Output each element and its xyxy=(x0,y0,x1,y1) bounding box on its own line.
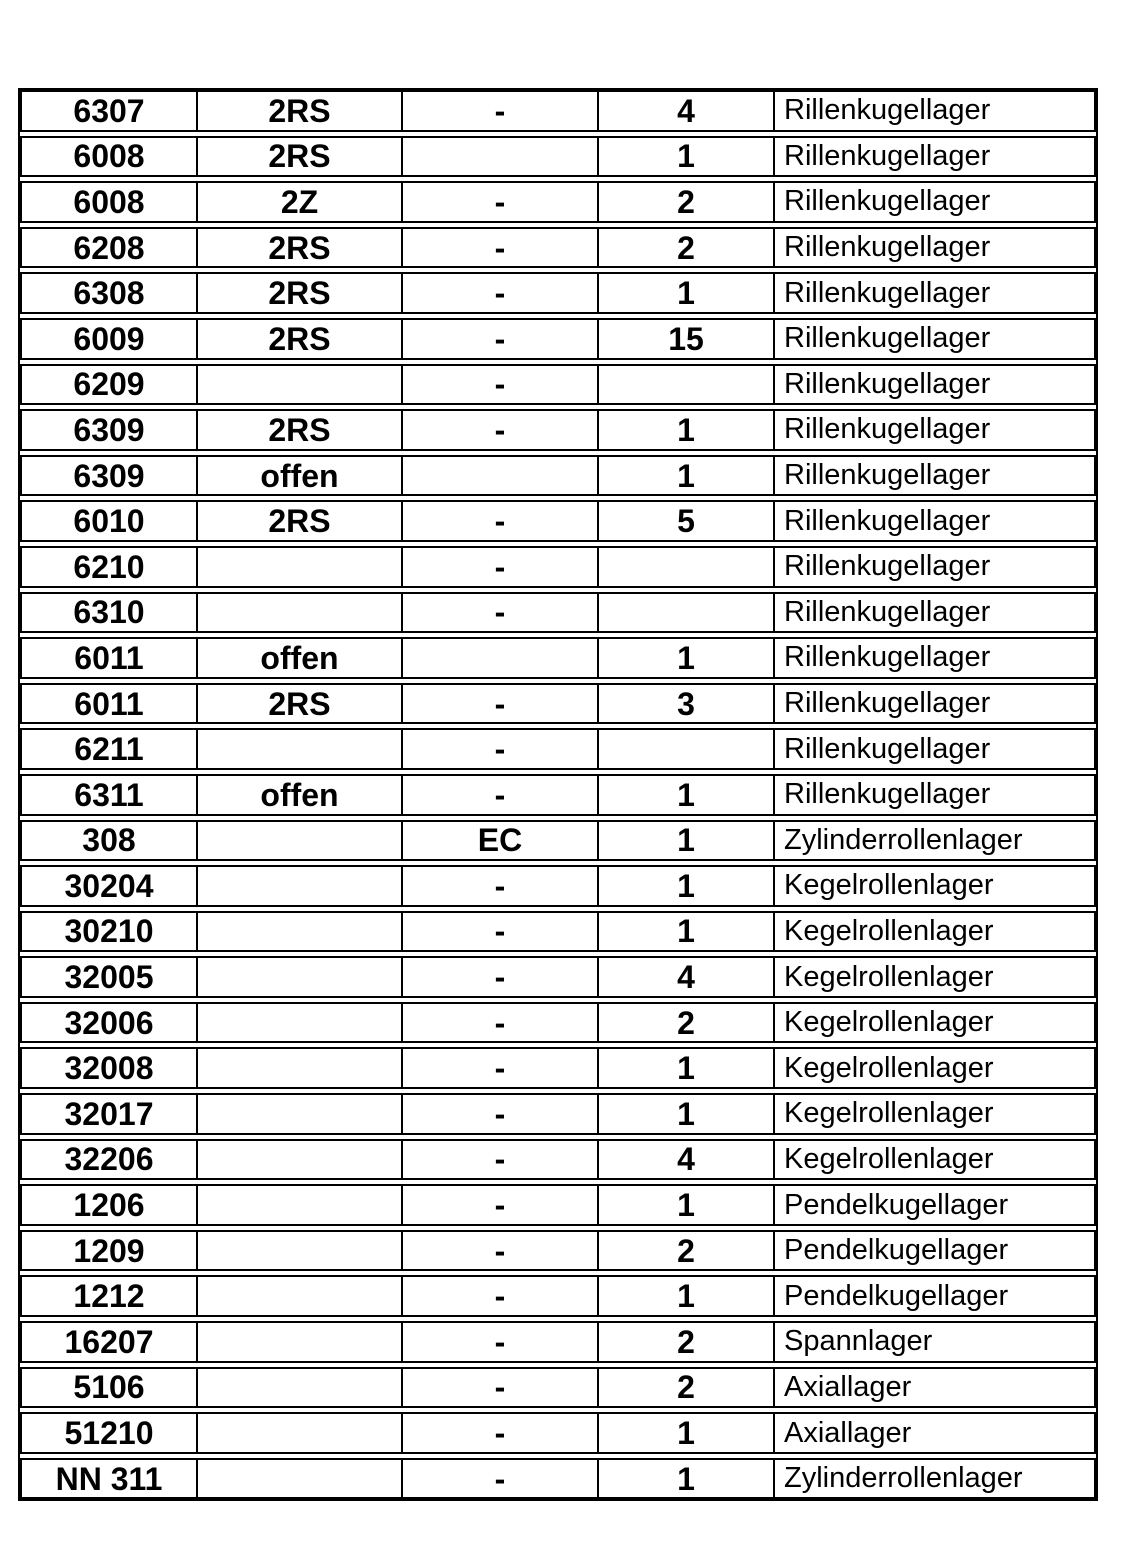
suffix-cell xyxy=(198,728,403,770)
design-code-cell: - xyxy=(403,1002,599,1044)
bearing-type-cell: Rillenkugellager xyxy=(775,592,1096,634)
quantity-cell: 1 xyxy=(599,272,775,314)
design-code-cell: EC xyxy=(403,820,599,862)
suffix-cell xyxy=(198,1184,403,1226)
quantity-cell: 5 xyxy=(599,500,775,542)
design-code-cell: - xyxy=(403,1275,599,1317)
quantity-cell: 1 xyxy=(599,136,775,178)
suffix-cell: 2RS xyxy=(198,90,403,132)
design-code-cell: - xyxy=(403,592,599,634)
part-number-cell: 30204 xyxy=(20,865,198,907)
bearing-type-cell: Rillenkugellager xyxy=(775,181,1096,223)
bearing-type-cell: Pendelkugellager xyxy=(775,1184,1096,1226)
suffix-cell xyxy=(198,1275,403,1317)
design-code-cell: - xyxy=(403,272,599,314)
bearing-type-cell: Rillenkugellager xyxy=(775,409,1096,451)
part-number-cell: 6309 xyxy=(20,409,198,451)
quantity-cell xyxy=(599,592,775,634)
bearing-type-cell: Rillenkugellager xyxy=(775,272,1096,314)
suffix-cell: 2RS xyxy=(198,409,403,451)
design-code-cell: - xyxy=(403,1139,599,1181)
suffix-cell xyxy=(198,1230,403,1272)
bearing-type-cell: Rillenkugellager xyxy=(775,90,1096,132)
suffix-cell xyxy=(198,911,403,953)
part-number-cell: 6011 xyxy=(20,637,198,679)
quantity-cell: 2 xyxy=(599,1230,775,1272)
bearing-type-cell: Kegelrollenlager xyxy=(775,956,1096,998)
bearing-type-cell: Zylinderrollenlager xyxy=(775,1458,1096,1500)
suffix-cell: 2RS xyxy=(198,272,403,314)
design-code-cell: - xyxy=(403,181,599,223)
design-code-cell: - xyxy=(403,1412,599,1454)
bearing-type-cell: Kegelrollenlager xyxy=(775,865,1096,907)
suffix-cell: 2Z xyxy=(198,181,403,223)
part-number-cell: 6210 xyxy=(20,546,198,588)
design-code-cell: - xyxy=(403,1047,599,1089)
bearing-type-cell: Kegelrollenlager xyxy=(775,911,1096,953)
suffix-cell xyxy=(198,865,403,907)
quantity-cell: 1 xyxy=(599,1047,775,1089)
design-code-cell: - xyxy=(403,1367,599,1409)
part-number-cell: 1206 xyxy=(20,1184,198,1226)
bearing-type-cell: Kegelrollenlager xyxy=(775,1002,1096,1044)
design-code-cell xyxy=(403,455,599,497)
part-number-cell: 16207 xyxy=(20,1321,198,1363)
design-code-cell: - xyxy=(403,227,599,269)
bearing-type-cell: Kegelrollenlager xyxy=(775,1093,1096,1135)
part-number-cell: 1209 xyxy=(20,1230,198,1272)
bearing-type-cell: Rillenkugellager xyxy=(775,637,1096,679)
suffix-cell: 2RS xyxy=(198,683,403,725)
suffix-cell: 2RS xyxy=(198,227,403,269)
quantity-cell: 4 xyxy=(599,90,775,132)
quantity-cell: 1 xyxy=(599,1275,775,1317)
quantity-cell: 1 xyxy=(599,1412,775,1454)
part-number-cell: 6307 xyxy=(20,90,198,132)
suffix-cell xyxy=(198,364,403,406)
part-number-cell: 32206 xyxy=(20,1139,198,1181)
quantity-cell: 1 xyxy=(599,820,775,862)
suffix-cell: 2RS xyxy=(198,136,403,178)
quantity-cell: 4 xyxy=(599,956,775,998)
part-number-cell: 32017 xyxy=(20,1093,198,1135)
design-code-cell: - xyxy=(403,728,599,770)
part-number-cell: 6209 xyxy=(20,364,198,406)
quantity-cell: 1 xyxy=(599,637,775,679)
bearing-type-cell: Rillenkugellager xyxy=(775,227,1096,269)
design-code-cell: - xyxy=(403,1093,599,1135)
part-number-cell: 6009 xyxy=(20,318,198,360)
suffix-cell xyxy=(198,820,403,862)
part-number-cell: 30210 xyxy=(20,911,198,953)
suffix-cell: 2RS xyxy=(198,500,403,542)
design-code-cell: - xyxy=(403,911,599,953)
design-code-cell: - xyxy=(403,865,599,907)
quantity-cell: 15 xyxy=(599,318,775,360)
suffix-cell xyxy=(198,592,403,634)
suffix-cell xyxy=(198,1412,403,1454)
design-code-cell: - xyxy=(403,1230,599,1272)
quantity-cell: 1 xyxy=(599,911,775,953)
bearing-type-cell: Kegelrollenlager xyxy=(775,1047,1096,1089)
suffix-cell xyxy=(198,1093,403,1135)
part-number-cell: NN 311 xyxy=(20,1458,198,1500)
quantity-cell: 2 xyxy=(599,227,775,269)
suffix-cell: 2RS xyxy=(198,318,403,360)
part-number-cell: 32005 xyxy=(20,956,198,998)
quantity-cell: 2 xyxy=(599,1002,775,1044)
part-number-cell: 6211 xyxy=(20,728,198,770)
bearing-type-cell: Rillenkugellager xyxy=(775,683,1096,725)
design-code-cell xyxy=(403,136,599,178)
design-code-cell: - xyxy=(403,1184,599,1226)
bearing-type-cell: Rillenkugellager xyxy=(775,774,1096,816)
quantity-cell: 1 xyxy=(599,455,775,497)
bearing-type-cell: Pendelkugellager xyxy=(775,1275,1096,1317)
suffix-cell xyxy=(198,1367,403,1409)
part-number-cell: 6309 xyxy=(20,455,198,497)
part-number-cell: 32008 xyxy=(20,1047,198,1089)
design-code-cell: - xyxy=(403,1321,599,1363)
bearing-type-cell: Rillenkugellager xyxy=(775,500,1096,542)
design-code-cell: - xyxy=(403,500,599,542)
part-number-cell: 1212 xyxy=(20,1275,198,1317)
part-number-cell: 6208 xyxy=(20,227,198,269)
design-code-cell: - xyxy=(403,956,599,998)
suffix-cell xyxy=(198,1047,403,1089)
part-number-cell: 6008 xyxy=(20,181,198,223)
bearing-type-cell: Axiallager xyxy=(775,1412,1096,1454)
bearing-type-cell: Rillenkugellager xyxy=(775,728,1096,770)
part-number-cell: 6011 xyxy=(20,683,198,725)
suffix-cell xyxy=(198,1321,403,1363)
part-number-cell: 6008 xyxy=(20,136,198,178)
part-number-cell: 6010 xyxy=(20,500,198,542)
suffix-cell xyxy=(198,956,403,998)
bearing-type-cell: Pendelkugellager xyxy=(775,1230,1096,1272)
design-code-cell: - xyxy=(403,409,599,451)
quantity-cell: 2 xyxy=(599,181,775,223)
quantity-cell: 1 xyxy=(599,1458,775,1500)
quantity-cell xyxy=(599,546,775,588)
design-code-cell: - xyxy=(403,683,599,725)
suffix-cell: offen xyxy=(198,774,403,816)
design-code-cell: - xyxy=(403,90,599,132)
design-code-cell: - xyxy=(403,546,599,588)
quantity-cell: 3 xyxy=(599,683,775,725)
design-code-cell: - xyxy=(403,364,599,406)
quantity-cell xyxy=(599,364,775,406)
quantity-cell: 2 xyxy=(599,1367,775,1409)
bearing-type-cell: Axiallager xyxy=(775,1367,1096,1409)
bearing-type-cell: Rillenkugellager xyxy=(775,364,1096,406)
part-number-cell: 32006 xyxy=(20,1002,198,1044)
suffix-cell: offen xyxy=(198,637,403,679)
part-number-cell: 6308 xyxy=(20,272,198,314)
quantity-cell: 1 xyxy=(599,409,775,451)
suffix-cell: offen xyxy=(198,455,403,497)
design-code-cell: - xyxy=(403,774,599,816)
quantity-cell: 1 xyxy=(599,865,775,907)
quantity-cell xyxy=(599,728,775,770)
bearing-type-cell: Rillenkugellager xyxy=(775,546,1096,588)
bearing-type-cell: Rillenkugellager xyxy=(775,318,1096,360)
bearing-type-cell: Spannlager xyxy=(775,1321,1096,1363)
suffix-cell xyxy=(198,546,403,588)
part-number-cell: 5106 xyxy=(20,1367,198,1409)
design-code-cell xyxy=(403,637,599,679)
bearing-type-cell: Zylinderrollenlager xyxy=(775,820,1096,862)
part-number-cell: 6311 xyxy=(20,774,198,816)
bearing-type-cell: Rillenkugellager xyxy=(775,136,1096,178)
suffix-cell xyxy=(198,1002,403,1044)
quantity-cell: 4 xyxy=(599,1139,775,1181)
part-number-cell: 308 xyxy=(20,820,198,862)
design-code-cell: - xyxy=(403,1458,599,1500)
bearing-table xyxy=(18,88,1098,1501)
bearing-type-cell: Rillenkugellager xyxy=(775,455,1096,497)
quantity-cell: 1 xyxy=(599,1184,775,1226)
part-number-cell: 6310 xyxy=(20,592,198,634)
quantity-cell: 1 xyxy=(599,1093,775,1135)
suffix-cell xyxy=(198,1458,403,1500)
suffix-cell xyxy=(198,1139,403,1181)
design-code-cell: - xyxy=(403,318,599,360)
bearing-type-cell: Kegelrollenlager xyxy=(775,1139,1096,1181)
quantity-cell: 1 xyxy=(599,774,775,816)
quantity-cell: 2 xyxy=(599,1321,775,1363)
part-number-cell: 51210 xyxy=(20,1412,198,1454)
